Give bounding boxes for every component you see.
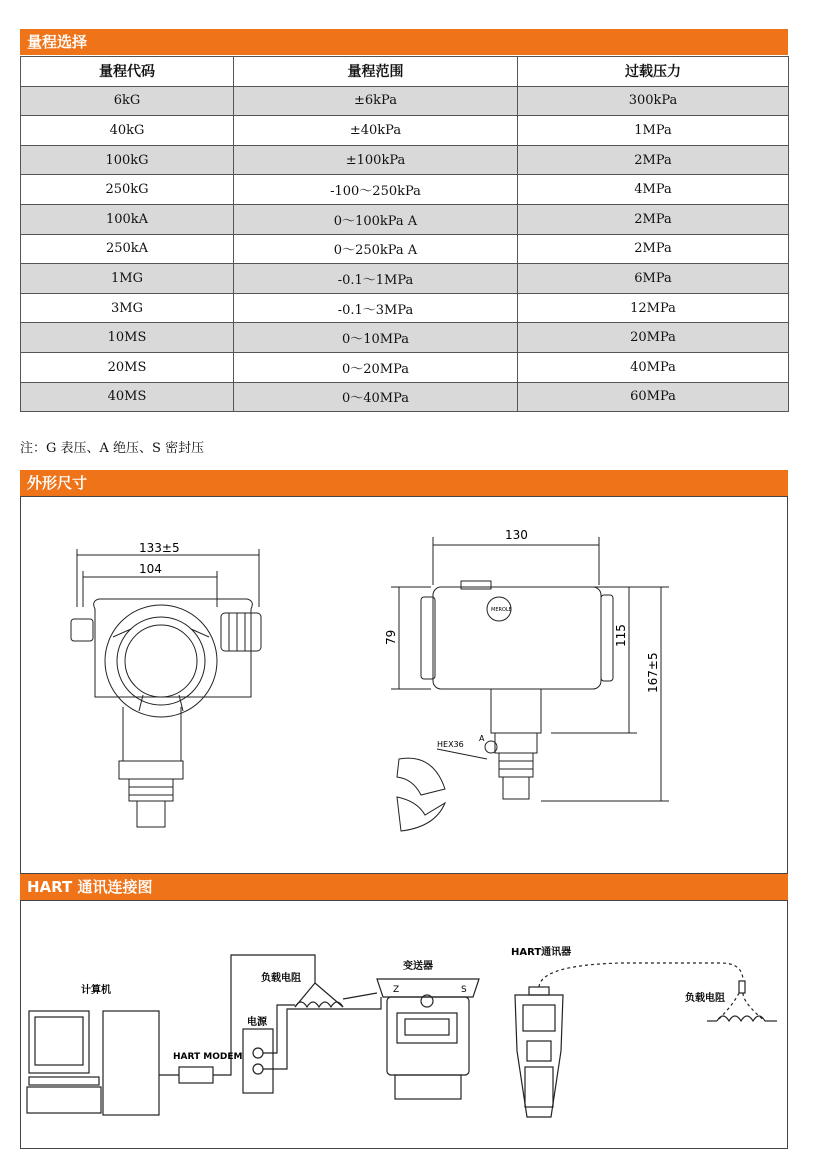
table-row bbox=[21, 293, 789, 323]
cell-overload: 2MPa bbox=[518, 145, 789, 175]
label-communicator: HART通讯器 bbox=[511, 947, 572, 958]
label-modem: HART MODEM bbox=[173, 1052, 243, 1062]
hart-diagram bbox=[21, 901, 787, 1148]
cell-overload: 2MPa bbox=[518, 204, 789, 234]
dim-point-a: A bbox=[479, 734, 485, 743]
cell-range-code: 1MG bbox=[21, 264, 234, 294]
table-row bbox=[21, 264, 789, 294]
cell-overload: 2MPa bbox=[518, 234, 789, 264]
table-row bbox=[21, 175, 789, 205]
label-computer: 计算机 bbox=[81, 985, 111, 996]
label-load-resistor-2: 负载电阻 bbox=[685, 993, 725, 1004]
range-note: 注：G 表压、A 绝压、S 密封压 bbox=[20, 441, 205, 456]
cell-overload: 40MPa bbox=[518, 352, 789, 382]
label-terminal-s: S bbox=[461, 985, 467, 995]
dim-width-side: 130 bbox=[505, 528, 528, 542]
cell-range-span: -0.1～3MPa bbox=[234, 293, 518, 323]
dimensions-section-header: 外形尺寸 bbox=[20, 470, 788, 496]
dimensions-panel bbox=[20, 496, 788, 874]
cell-overload: 300kPa bbox=[518, 86, 789, 116]
power-supply-icon bbox=[243, 1029, 273, 1093]
cell-overload: 4MPa bbox=[518, 175, 789, 205]
cell-range-span: 0～40MPa bbox=[234, 382, 518, 412]
cell-range-span: 0～100kPa A bbox=[234, 204, 518, 234]
table-row bbox=[21, 382, 789, 412]
range-section-header: 量程选择 bbox=[20, 29, 788, 55]
cell-range-span: ±6kPa bbox=[234, 86, 518, 116]
table-row bbox=[21, 145, 789, 175]
label-terminal-z: Z bbox=[393, 985, 400, 995]
cell-range-span: -100～250kPa bbox=[234, 175, 518, 205]
computer-icon bbox=[27, 1011, 159, 1115]
dim-height-head: 79 bbox=[384, 629, 398, 645]
load-resistor-2-icon bbox=[717, 1016, 765, 1021]
header-range-span: 量程范围 bbox=[234, 57, 518, 87]
dim-height-body: 115 bbox=[614, 624, 628, 647]
hart-communicator-icon bbox=[515, 987, 563, 1117]
cell-overload: 20MPa bbox=[518, 323, 789, 353]
cell-range-span: 0～20MPa bbox=[234, 352, 518, 382]
label-transmitter: 变送器 bbox=[403, 961, 433, 972]
badge-logo: MEROLE bbox=[491, 607, 512, 613]
table-row bbox=[21, 352, 789, 382]
table-row bbox=[21, 204, 789, 234]
cell-overload: 1MPa bbox=[518, 116, 789, 146]
table-row bbox=[21, 234, 789, 264]
cell-range-span: ±40kPa bbox=[234, 116, 518, 146]
table-row bbox=[21, 86, 789, 116]
dim-hex: HEX36 bbox=[437, 740, 464, 749]
cell-range-code: 250kA bbox=[21, 234, 234, 264]
cell-overload: 12MPa bbox=[518, 293, 789, 323]
transmitter-icon bbox=[377, 979, 479, 1099]
range-table-header-row bbox=[21, 57, 789, 87]
cell-range-code: 40MS bbox=[21, 382, 234, 412]
dim-width-body: 104 bbox=[139, 562, 162, 576]
cell-overload: 6MPa bbox=[518, 264, 789, 294]
cell-range-code: 40kG bbox=[21, 116, 234, 146]
label-load-resistor: 负载电阻 bbox=[261, 973, 301, 984]
label-power: 电源 bbox=[247, 1017, 267, 1028]
header-overload: 过载压力 bbox=[518, 57, 789, 87]
cell-range-span: 0～10MPa bbox=[234, 323, 518, 353]
cell-range-code: 20MS bbox=[21, 352, 234, 382]
modem-icon bbox=[179, 1067, 213, 1083]
hart-section-header: HART 通讯连接图 bbox=[20, 874, 788, 900]
cell-range-code: 100kG bbox=[21, 145, 234, 175]
cell-range-code: 100kA bbox=[21, 204, 234, 234]
cell-range-span: -0.1～1MPa bbox=[234, 264, 518, 294]
dimension-drawing bbox=[21, 497, 787, 873]
cell-range-code: 10MS bbox=[21, 323, 234, 353]
cell-range-code: 6kG bbox=[21, 86, 234, 116]
load-resistor-icon bbox=[295, 1002, 343, 1007]
hart-panel bbox=[20, 900, 788, 1149]
range-table bbox=[20, 56, 789, 412]
table-row bbox=[21, 323, 789, 353]
header-range-code: 量程代码 bbox=[21, 57, 234, 87]
cell-range-code: 3MG bbox=[21, 293, 234, 323]
cell-range-code: 250kG bbox=[21, 175, 234, 205]
dim-width-total: 133±5 bbox=[139, 541, 180, 555]
cell-overload: 60MPa bbox=[518, 382, 789, 412]
cell-range-span: 0～250kPa A bbox=[234, 234, 518, 264]
table-row bbox=[21, 116, 789, 146]
dim-height-total: 167±5 bbox=[646, 652, 660, 693]
cell-range-span: ±100kPa bbox=[234, 145, 518, 175]
